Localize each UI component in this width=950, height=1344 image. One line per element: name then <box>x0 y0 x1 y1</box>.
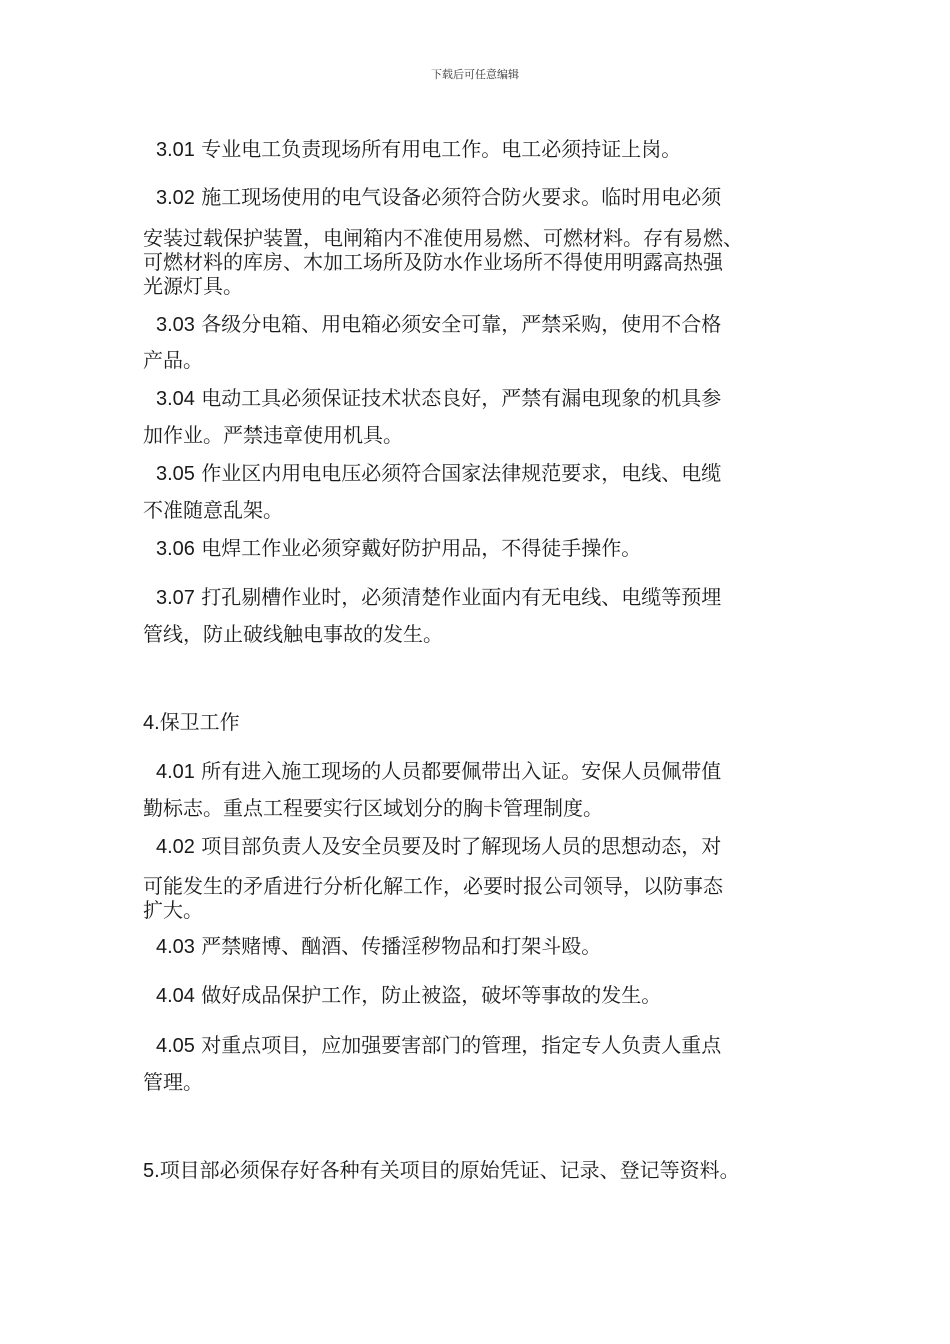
item-text: 可燃材料的库房、木加工场所及防水作业场所不得使用明露高热强 <box>143 250 723 274</box>
item-number: 3.02 <box>156 187 195 209</box>
section-number: 5. <box>143 1160 160 1182</box>
item-text: 各级分电箱、用电箱必须安全可靠，严禁采购，使用不合格 <box>201 312 722 336</box>
item-continuation <box>143 274 243 298</box>
item-text: 光源灯具。 <box>143 274 243 298</box>
item-text: 电动工具必须保证技术状态良好，严禁有漏电现象的机具参 <box>201 386 722 410</box>
item-text: 专业电工负责现场所有用电工作。电工必须持证上岗。 <box>201 137 682 161</box>
item-3-03 <box>156 312 721 337</box>
item-text: 对重点项目，应加强要害部门的管理，指定专人负责人重点 <box>201 1033 722 1057</box>
item-text: 施工现场使用的电气设备必须符合防火要求。临时用电必须 <box>201 185 722 209</box>
item-text: 严禁赌博、酗酒、传播淫秽物品和打架斗殴。 <box>201 934 602 958</box>
item-text: 电焊工作业必须穿戴好防护用品，不得徒手操作。 <box>201 536 642 560</box>
item-4-05 <box>156 1033 721 1058</box>
section-heading-4 <box>143 710 240 735</box>
item-text: 扩大。 <box>143 898 203 922</box>
item-text: 加作业。严禁违章使用机具。 <box>143 423 403 447</box>
item-text: 项目部负责人及安全员要及时了解现场人员的思想动态，对 <box>201 834 722 858</box>
section-text: 项目部必须保存好各种有关项目的原始凭证、记录、登记等资料。 <box>159 1158 740 1182</box>
item-number: 4.02 <box>156 836 195 858</box>
item-number: 3.05 <box>156 463 195 485</box>
item-4-02 <box>156 834 721 859</box>
item-4-03 <box>156 934 601 959</box>
item-3-02 <box>156 185 721 210</box>
item-text: 勤标志。重点工程要实行区域划分的胸卡管理制度。 <box>143 796 603 820</box>
item-3-01 <box>156 137 681 162</box>
item-number: 3.06 <box>156 538 195 560</box>
item-number: 4.01 <box>156 761 195 783</box>
item-text: 作业区内用电电压必须符合国家法律规范要求，电线、电缆 <box>201 461 722 485</box>
item-continuation <box>143 898 203 922</box>
item-number: 4.03 <box>156 936 195 958</box>
item-text: 安装过载保护装置，电闸箱内不准使用易燃、可燃材料。存有易燃、 <box>143 226 743 250</box>
item-text: 所有进入施工现场的人员都要佩带出入证。安保人员佩带值 <box>201 759 722 783</box>
section-number: 4. <box>143 712 160 734</box>
item-3-07 <box>156 585 721 610</box>
item-4-04 <box>156 983 661 1008</box>
item-continuation <box>143 226 743 250</box>
item-number: 3.03 <box>156 314 195 336</box>
item-continuation <box>143 1070 203 1094</box>
item-number: 3.07 <box>156 587 195 609</box>
item-3-06 <box>156 536 641 561</box>
section-heading-5 <box>143 1158 740 1183</box>
item-number: 3.01 <box>156 139 195 161</box>
item-4-01 <box>156 759 721 784</box>
item-number: 4.05 <box>156 1035 195 1057</box>
item-continuation <box>143 622 443 646</box>
item-continuation <box>143 423 403 447</box>
item-continuation <box>143 348 203 372</box>
item-number: 4.04 <box>156 985 195 1007</box>
item-text: 做好成品保护工作，防止被盗，破坏等事故的发生。 <box>201 983 662 1007</box>
item-text: 产品。 <box>143 348 203 372</box>
item-continuation <box>143 874 723 898</box>
header-note: 下载后可任意编辑 <box>431 68 519 81</box>
item-continuation <box>143 796 603 820</box>
item-continuation <box>143 250 723 274</box>
item-number: 3.04 <box>156 388 195 410</box>
item-3-05 <box>156 461 721 486</box>
item-text: 不准随意乱架。 <box>143 498 283 522</box>
item-text: 管线，防止破线触电事故的发生。 <box>143 622 443 646</box>
item-text: 管理。 <box>143 1070 203 1094</box>
section-title: 保卫工作 <box>159 710 240 734</box>
item-continuation <box>143 498 283 522</box>
item-text: 打孔剔槽作业时，必须清楚作业面内有无电线、电缆等预埋 <box>201 585 722 609</box>
item-text: 可能发生的矛盾进行分析化解工作，必要时报公司领导，以防事态 <box>143 874 723 898</box>
item-3-04 <box>156 386 721 411</box>
